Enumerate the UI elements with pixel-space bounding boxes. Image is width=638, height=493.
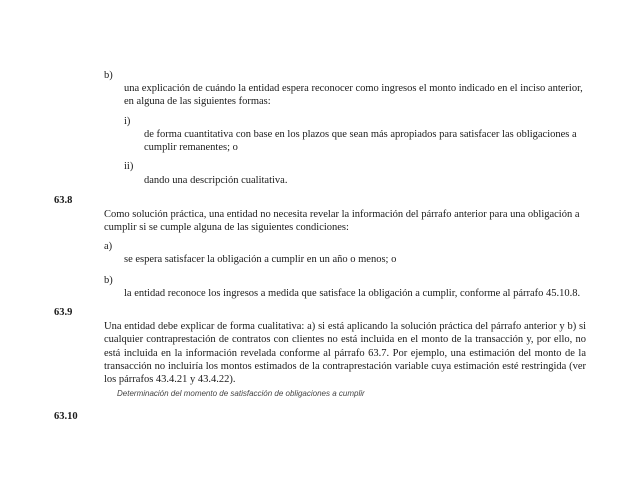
item-a-label: a) <box>104 241 113 252</box>
paragraph-number-63-9: 63.9 <box>54 307 73 318</box>
paragraph-63-9-text: Una entidad debe explicar de forma cualitativa: a) si está aplicando la solución práctica del párrafo anterior y b) si cualquier contraprestación de contratos con clientes no está incluida en el monto de la transacción y, por ello, no está incluida en la información revelada conforme al párrafo 63.7. Por ejemplo, una estimación del monto de la transacción no incluiría los montos estimados de la contraprestación variable cuya estimación esté restringida (ver los párrafos 43.4.21 y 43.4.22). <box>104 321 586 386</box>
item-a-text: se espera satisfacer la obligación a cumplir en un año o menos; o <box>124 254 397 265</box>
item-b2-text: la entidad reconoce los ingresos a medida que satisface la obligación a cumplir, conforme al párrafo 45.10.8. <box>124 288 581 299</box>
item-b-text: una explicación de cuándo la entidad espera reconocer como ingresos el monto indicado en el inciso anterior, en alguna de las siguientes formas: <box>124 83 583 108</box>
item-b2-label: b) <box>104 275 113 286</box>
item-i-text: de forma cuantitativa con base en los plazos que sean más apropiados para satisfacer las obligaciones a cumplir remanentes; o <box>144 129 577 154</box>
paragraph-number-63-8: 63.8 <box>54 195 73 206</box>
subheading: Determinación del momento de satisfacción de obligaciones a cumplir <box>117 389 365 398</box>
paragraph-number-63-10: 63.10 <box>54 411 78 422</box>
item-i-label: i) <box>124 116 131 127</box>
item-b-label: b) <box>104 70 113 81</box>
item-ii-text: dando una descripción cualitativa. <box>144 175 288 186</box>
paragraph-63-8-text: Como solución práctica, una entidad no necesita revelar la información del párrafo anterior para una obligación a cumplir si se cumple alguna de las siguientes condiciones: <box>104 209 580 234</box>
item-ii-label: ii) <box>124 161 134 172</box>
